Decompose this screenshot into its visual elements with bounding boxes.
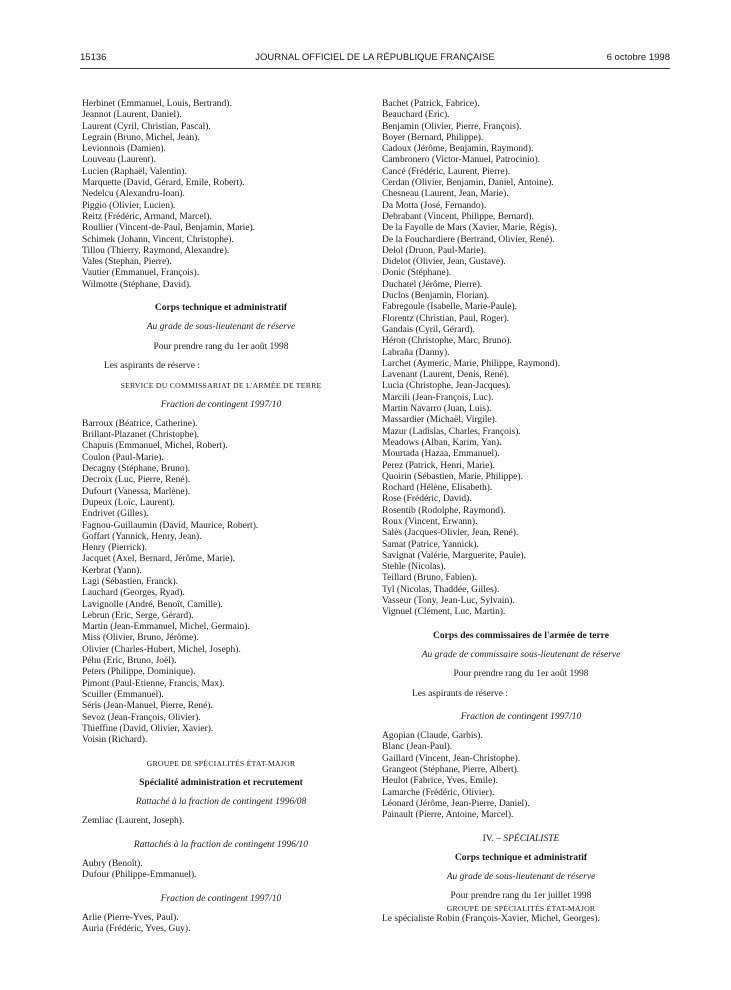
- name-entry: Olivier (Charles-Hubert, Michel, Joseph).: [82, 644, 241, 655]
- left-column: [82, 99, 360, 935]
- name-entry: De la Fayolle de Mars (Xavier, Marie, Régis).: [382, 223, 557, 234]
- name-entry: Decagny (Stéphane, Bruno).: [82, 464, 191, 475]
- name-entry: Florentz (Christian, Paul, Roger).: [382, 313, 510, 324]
- name-entry: Héron (Christophe, Marc, Bruno).: [382, 336, 512, 347]
- publication-date: 6 octobre 1998: [606, 52, 670, 63]
- name-entry: Piggio (Olivier, Lucien).: [82, 200, 176, 211]
- name-entry: Nedelcu (Alexandru-Ioan).: [82, 189, 185, 200]
- grade-line: Au grade de commissaire sous-lieutenant de réserve: [421, 649, 621, 660]
- name-entry: Cancé (Frédéric, Laurent, Pierre).: [382, 166, 511, 177]
- name-entry: Martin (Jean-Emmanuel, Michel, Germain).: [82, 622, 250, 633]
- chapter-heading: [382, 834, 660, 845]
- name-entry: Quoirin (Sébastien, Marie, Philippe).: [382, 471, 523, 482]
- name-entry: Lavenant (Laurent, Denis, René).: [382, 370, 510, 381]
- name-entry: Salès (Jacques-Olivier, Jean, René).: [382, 528, 519, 539]
- name-entry: Massardier (Michaël, Virgile).: [382, 415, 498, 426]
- name-entry: Lavignolle (André, Benoît, Camille).: [82, 599, 223, 610]
- section-heading: Corps des commissaires de l'armée de terre: [433, 630, 609, 641]
- name-entry: Reitz (Frédéric, Armand, Marcel).: [82, 211, 212, 222]
- name-entry: Perez (Patrick, Henri, Marie).: [382, 460, 495, 471]
- name-entry: Meadows (Alban, Karim, Yan).: [382, 437, 502, 448]
- page-number: 15136: [80, 52, 107, 63]
- name-entry: Endrivet (Gilles).: [82, 509, 149, 520]
- name-entry: Lucien (Raphaël, Valentin).: [82, 166, 187, 177]
- name-entry: Tyl (Nicolas, Thaddée, Gilles).: [382, 584, 500, 595]
- fraction-line: Fraction de contingent 1997/10: [460, 711, 582, 722]
- right-column: [382, 99, 660, 925]
- name-entry: Decroix (Luc, Pierre, René).: [82, 475, 191, 486]
- name-entry: Lagi (Sébastien, Franck).: [82, 576, 179, 587]
- name-entry: Donic (Stéphane).: [382, 268, 452, 279]
- section-heading: Corps technique et administratif: [154, 303, 288, 314]
- name-entry: Chapuis (Emmanuel, Michel, Robert).: [82, 441, 228, 452]
- name-entry: Goffart (Yannick, Henry, Jean).: [82, 531, 202, 542]
- name-entry: Vales (Stephan, Pierre).: [82, 257, 172, 268]
- name-entry: Heulot (Fabrice, Yves, Emile).: [382, 776, 498, 787]
- section-heading: Corps technique et administratif: [454, 852, 588, 863]
- attached-line: Rattachés à la fraction de contingent 1996/10: [133, 839, 309, 850]
- name-list: [382, 731, 660, 821]
- name-entry: Gaillard (Vincent, Jean-Christophe).: [382, 753, 521, 764]
- name-entry: Rosentib (Rodolphe, Raymond).: [382, 505, 506, 516]
- name-entry: Larchet (Aymeric, Marie, Philippe, Raymond).: [382, 358, 560, 369]
- name-entry: Teillard (Bruno, Fabien).: [382, 573, 477, 584]
- grade-line: Au grade de sous-lieutenant de réserve: [146, 322, 296, 333]
- name-entry: Gandais (Cyril, Gérard).: [382, 324, 475, 335]
- name-entry: Delol (Druon, Paul-Marie).: [382, 245, 486, 256]
- name-entry: Duclos (Benjamin, Florian).: [382, 291, 490, 302]
- name-entry: Tillou (Thierry, Raymond, Alexandre).: [82, 245, 230, 256]
- name-entry: Rochard (Hélène, Elisabeth).: [382, 483, 493, 494]
- name-entry: Léonard (Jérôme, Jean-Pierre, Daniel).: [382, 798, 530, 809]
- name-entry: Cerdan (Olivier, Benjamin, Daniel, Antoine).: [382, 178, 554, 189]
- name-entry: Lebrun (Eric, Serge, Gérard).: [82, 610, 194, 621]
- chapter-title: SPÉCIALISTE: [503, 833, 560, 844]
- name-list: [82, 419, 360, 747]
- rank-date-line: Pour prendre rang du 1er juillet 1998: [450, 891, 592, 902]
- name-entry: Schimek (Johann, Vincent, Christophe).: [82, 234, 234, 245]
- aspirants-line: Les aspirants de réserve :: [412, 688, 509, 699]
- name-entry: Debrabant (Vincent, Philippe, Bernard).: [382, 211, 534, 222]
- name-list: [382, 99, 660, 619]
- fraction-line: Fraction de contingent 1997/10: [160, 399, 282, 410]
- name-entry: Fagnou-Guillaumin (David, Maurice, Robert).: [82, 520, 259, 531]
- name-entry: Didelot (Olivier, Jean, Gustave).: [382, 257, 506, 268]
- rank-date-line: Pour prendre rang du 1er août 1998: [453, 669, 589, 680]
- name-entry: Vignuel (Clément, Luc, Martin).: [382, 607, 506, 618]
- name-entry: Voisin (Richard).: [82, 735, 148, 746]
- name-entry: Laurent (Cyril, Christian, Pascal).: [82, 121, 211, 132]
- name-list: [82, 913, 360, 936]
- name-entry: Vasseur (Tony, Jean-Luc, Sylvain).: [382, 596, 515, 607]
- name-entry: Jacquet (Axel, Bernard, Jérôme, Marie).: [82, 554, 235, 565]
- name-entry: Roux (Vincent, Erwann).: [382, 516, 478, 527]
- name-entry: Cadoux (Jérôme, Benjamin, Raymond).: [382, 144, 534, 155]
- name-entry: Sevoz (Jean-François, Olivier).: [82, 712, 201, 723]
- name-list: [82, 859, 360, 882]
- name-entry: Stehle (Nicolas).: [382, 562, 446, 573]
- name-entry: Agopian (Claude, Garbis).: [382, 731, 483, 742]
- group-heading: GROUPE DE SPÉCIALITÉS ÉTAT-MAJOR: [446, 903, 596, 913]
- name-entry: Mourtada (Hazaa, Emmanuel).: [382, 449, 500, 460]
- name-entry: Péhu (Eric, Bruno, Joël).: [82, 656, 177, 667]
- name-entry: Painault (Pierre, Antoine, Marcel).: [382, 810, 514, 821]
- name-entry: Dufourt (Vanessa, Marlène).: [82, 486, 191, 497]
- name-entry: Da Motta (José, Fernando).: [382, 200, 487, 211]
- name-entry: Beauchard (Eric).: [382, 110, 450, 121]
- name-entry: Thieffine (David, Olivier, Xavier).: [82, 723, 214, 734]
- name-entry: Rose (Frédéric, David).: [382, 494, 472, 505]
- name-entry: Fabregoule (Isabelle, Marie-Paule).: [382, 302, 518, 313]
- name-entry: Kerbrat (Yann).: [82, 565, 142, 576]
- name-entry: Bachet (Patrick, Fabrice).: [382, 99, 480, 109]
- attached-line: Rattaché à la fraction de contingent 1996/08: [135, 797, 307, 808]
- name-entry: Marcili (Jean-François, Luc).: [382, 392, 494, 403]
- name-entry: Henry (Pierrick).: [82, 543, 147, 554]
- name-entry: Labraña (Danny).: [382, 347, 450, 358]
- name-entry: Zemliac (Laurent, Joseph).: [82, 816, 185, 827]
- name-entry: Savignat (Valérie, Marguerite, Paule).: [382, 550, 526, 561]
- chapter-number: IV. –: [482, 833, 501, 844]
- page-header: [80, 52, 670, 66]
- name-entry: Lucia (Christophe, Jean-Jacques).: [382, 381, 511, 392]
- name-entry: Marquette (David, Gérard, Emile, Robert).: [82, 178, 245, 189]
- name-entry: Lamarche (Frédéric, Olivier).: [382, 787, 495, 798]
- name-entry: Séris (Jean-Manuel, Pierre, René).: [82, 701, 213, 712]
- name-entry: Aubry (Benoît).: [82, 858, 143, 869]
- group-heading: GROUPE DE SPÉCIALITÉS ÉTAT-MAJOR: [146, 759, 296, 769]
- name-entry: Samat (Patrice, Yannick).: [382, 539, 479, 550]
- aspirants-line: Les aspirants de réserve :: [104, 360, 201, 371]
- grade-line: Au grade de sous-lieutenant de réserve: [446, 872, 596, 883]
- name-entry: Mazur (Ladislas, Charles, François).: [382, 426, 521, 437]
- name-entry: Blanc (Jean-Paul).: [382, 742, 453, 753]
- journal-title: JOURNAL OFFICIEL DE LA RÉPUBLIQUE FRANÇAISE: [255, 52, 495, 63]
- fraction-line: Fraction de contingent 1997/10: [160, 893, 282, 904]
- name-entry: Benjamin (Olivier, Pierre, François).: [382, 121, 522, 132]
- name-entry: Peters (Philippe, Dominique).: [82, 667, 196, 678]
- name-entry: Auria (Frédéric, Yves, Guy).: [82, 924, 191, 935]
- service-heading: SERVICE DU COMMISSARIAT DE L'ARMÉE DE TERRE: [120, 381, 322, 391]
- name-entry: Brillant-Plazanet (Christophe).: [82, 430, 200, 441]
- name-entry: Cambronero (Victor-Manuel, Patrocinio).: [382, 155, 541, 166]
- specialist-line: Le spécialiste Robin (François-Xavier, Michel, Georges).: [382, 914, 600, 924]
- name-entry: Coulon (Paul-Marie).: [82, 452, 164, 463]
- specialty-heading: Spécialité administration et recrutement: [139, 777, 303, 788]
- header-rule: [80, 68, 670, 69]
- name-entry: Levionnois (Damien).: [82, 144, 166, 155]
- name-entry: Roullier (Vincent-de-Paul, Benjamin, Marie).: [82, 223, 256, 234]
- name-entry: Martin Navarro (Juan, Luis).: [382, 404, 492, 415]
- rank-date-line: Pour prendre rang du 1er août 1998: [153, 341, 289, 352]
- name-entry: Barroux (Béatrice, Catherine).: [82, 418, 198, 429]
- name-entry: Legrain (Bruno, Michel, Jean).: [82, 132, 200, 143]
- name-entry: De la Fouchardiere (Bertrand, Olivier, René).: [382, 234, 555, 245]
- name-entry: Miss (Olivier, Bruno, Jérôme).: [82, 633, 199, 644]
- name-entry: Boyer (Bernard, Philippe).: [382, 132, 484, 143]
- name-entry: Herbinet (Emmanuel, Louis, Bertrand).: [82, 99, 232, 109]
- name-list: [82, 99, 360, 291]
- name-entry: Duchatel (Jérôme, Pierre).: [382, 279, 483, 290]
- name-entry: Louveau (Laurent).: [82, 155, 156, 166]
- name-entry: Grangeot (Stéphane, Pierre, Albert).: [382, 765, 520, 776]
- name-entry: Jeannot (Laurent, Daniel).: [82, 110, 182, 121]
- name-entry: Wilmotte (Stéphane, David).: [82, 279, 192, 290]
- name-entry: Arlie (Pierre-Yves, Paul).: [82, 912, 179, 923]
- name-entry: Vautier (Emmanuel, François).: [82, 268, 200, 279]
- name-entry: Dupeux (Loïc, Laurent).: [82, 497, 175, 508]
- name-entry: Chesneau (Laurent, Jean, Marie).: [382, 189, 509, 200]
- name-entry: Dufour (Philippe-Emmanuel).: [82, 870, 197, 881]
- name-entry: Scuiller (Emmanuel).: [82, 689, 164, 700]
- name-entry: Lauchard (Georges, Ryad).: [82, 588, 185, 599]
- name-entry: Pimont (Paul-Etienne, Francis, Max).: [82, 678, 225, 689]
